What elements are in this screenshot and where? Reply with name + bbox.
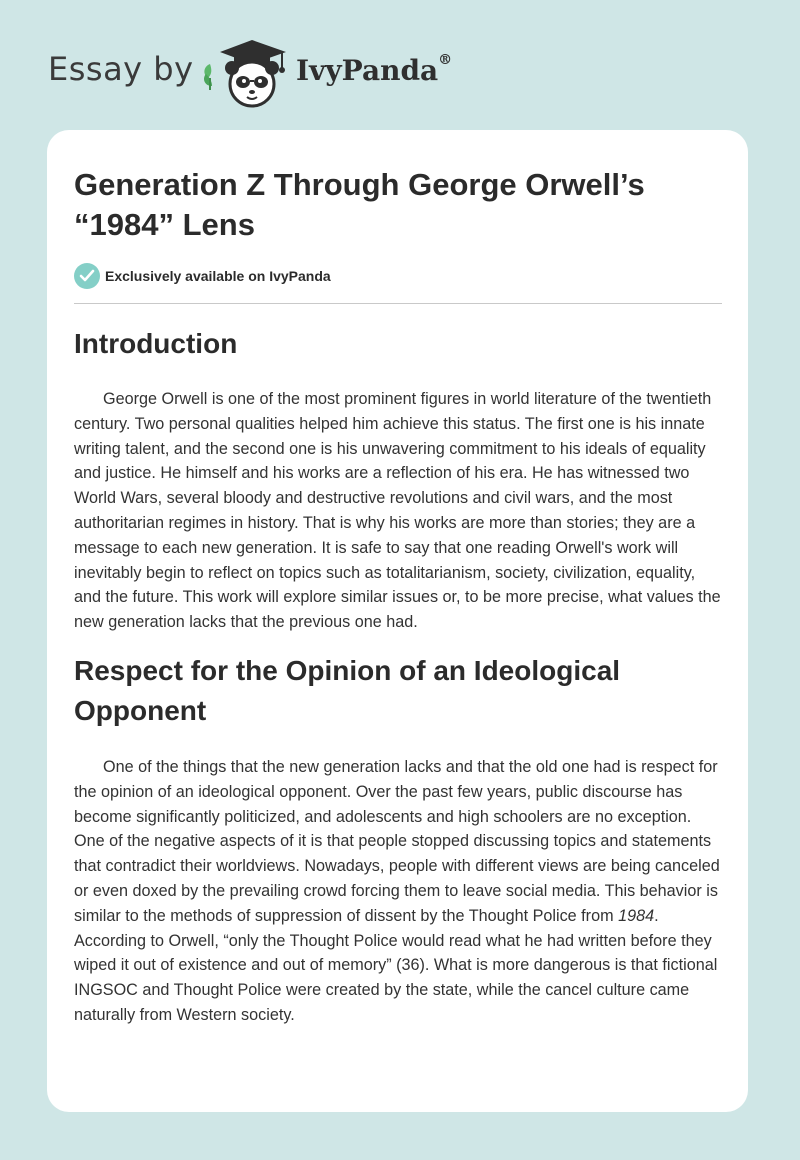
- section-paragraph: One of the things that the new generation lacks and that the old one had is respect for the opinion of an ideological opponent. Over the past few years, public discourse has become significantly politicized, and adolescents and high schoolers are no exception. One of the negative aspects of it is that people stopped discussing topics and statements that contradict their worldviews. Nowadays, people with different views are being canceled or even doxed by the prevailing crowd forcing them to leave social media. This behavior is similar to the methods of suppression of dissent by the Thought Police from 1984. According to Orwell, “only the Thought Police would read what he had written before they wiped it out of existence and out of memory” (36). What is more dangerous is that fictional INGSOC and Thought Police were created by the state, while the cancel culture came naturally from Western society.: [74, 758, 720, 1024]
- registered-mark: ®: [438, 52, 453, 68]
- section-paragraph: George Orwell is one of the most prominent figures in world literature of the twentieth century. Two personal qualities helped him achieve this status. The first one is his innate writing talent, and the second one is his unwavering commitment to his ideals of equality and justice. He himself and his works are a reflection of his era. He has witnessed two World Wars, several bloody and destructive revolutions and civil wars, and the most authoritarian regimes in history. That is why his works are more than stories; they are a message to each new generation. It is safe to say that one reading Orwell's work will inevitably begin to reflect on topics such as totalitarianism, society, civilization, equality, and the future. This work will explore similar issues or, to be more precise, what values the new generation lacks that the previous one had.: [74, 390, 721, 632]
- section-heading: Introduction: [74, 328, 238, 359]
- brand-name[interactable]: IvyPanda®: [296, 52, 453, 87]
- panda-logo-icon[interactable]: [200, 34, 296, 110]
- article-card: [47, 130, 748, 1112]
- site-header: [48, 30, 508, 110]
- section-respect-opinion: [74, 651, 724, 1028]
- section-introduction: [74, 324, 724, 635]
- essay-by-label: Essay by: [48, 50, 194, 88]
- section-heading: Respect for the Opinion of an Ideological Opponent: [74, 655, 621, 726]
- exclusive-badge: [74, 263, 331, 289]
- badge-label: Exclusively available on IvyPanda: [105, 268, 331, 284]
- book-title-italic: 1984: [618, 906, 655, 925]
- check-icon: [74, 263, 100, 289]
- article-title: Generation Z Through George Orwell’s “1984” Lens: [74, 167, 645, 242]
- divider: [74, 303, 722, 304]
